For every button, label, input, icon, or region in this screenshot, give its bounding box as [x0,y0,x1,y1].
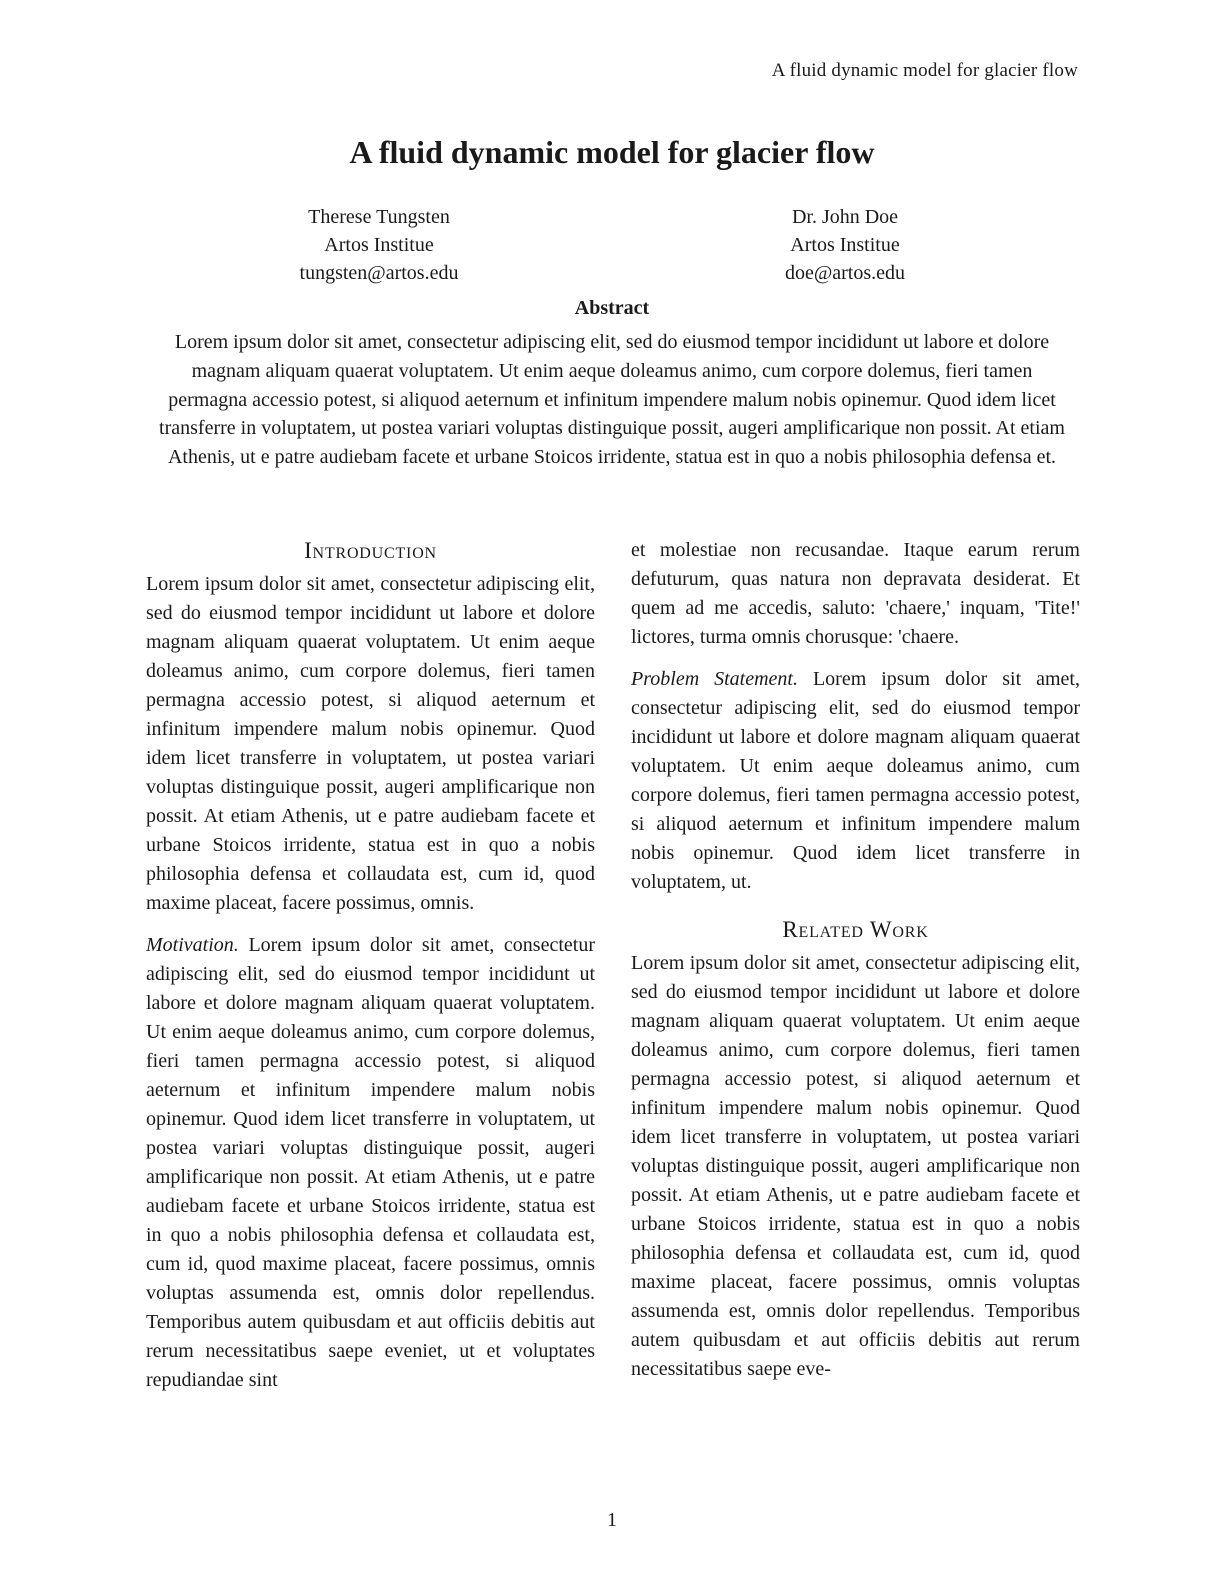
section-heading-related-work: Related Work [782,917,929,942]
abstract-heading: Abstract [574,297,650,319]
motivation-paragraph-continuation: et molestiae non recusandae. Itaque earum rerum defuturum, quas natura non depravata desiderat. Et quem ad me accedis, saluto: 'chaere,' inquam, 'Tite!' lictores, turma omnis chorusque: 'chaere. [631,539,1080,648]
paper-title: A fluid dynamic model for glacier flow [349,134,875,170]
section-heading-introduction: Introduction [304,538,437,563]
author-2 [612,203,1078,287]
two-column-body [146,536,1080,1434]
author-affiliation: Artos Institue [790,234,900,256]
author-affiliation: Artos Institue [324,234,434,256]
problem-statement-text: Lorem ipsum dolor sit amet, consectetur adipiscing elit, sed do eiusmod tempor incididunt ut labore et dolore magnam aliquam quaerat voluptatem. Ut enim aeque doleamus animo, cum corpore dolemus, fieri tamen permagna accessio potest, si aliquod aeternum et infinitum impendere malum nobis opinemur. Quod idem licet transferre in voluptatem, ut. [631,668,1080,893]
abstract-text: Lorem ipsum dolor sit amet, consectetur adipiscing elit, sed do eiusmod tempor incididunt ut labore et dolore magnam aliquam quaerat voluptatem. Ut enim aeque doleamus animo, cum corpore dolemus, fieri tamen permagna accessio potest, si aliquod aeternum et infinitum impendere malum nobis opinemur. Quod idem licet transferre in voluptatem, ut postea variari voluptas distinguique possit, augeri amplificarique non possit. At etiam Athenis, ut e patre audiebam facete et urbane Stoicos irridente, statua est in quo a nobis philosophia defensa et. [159,331,1065,469]
author-block [146,203,1078,287]
author-email: doe@artos.edu [784,262,906,284]
running-head: A fluid dynamic model for glacier flow [771,60,1078,81]
motivation-runin-label: Motivation. [146,934,239,956]
author-name: Dr. John Doe [791,206,899,228]
motivation-paragraph [146,931,595,1395]
author-name: Therese Tungsten [308,206,450,228]
related-work-paragraph: Lorem ipsum dolor sit amet, consectetur adipiscing elit, sed do eiusmod tempor incididunt ut labore et dolore magnam aliquam quaerat voluptatem. Ut enim aeque doleamus animo, cum corpore dolemus, fieri tamen permagna accessio potest, si aliquod aeternum et infinitum impendere malum nobis opinemur. Quod idem licet transferre in voluptatem, ut postea variari voluptas distinguique possit, augeri amplificarique non possit. At etiam Athenis, ut e patre audiebam facete et urbane Stoicos irridente, statua est in quo a nobis philosophia defensa et collaudata est, cum id, quod maxime placeat, facere possimus, omnis voluptas assumenda est, omnis dolor repellendus. Temporibus autem quibusdam et aut officiis debitis aut rerum necessitatibus saepe eve- [631,952,1080,1380]
author-1 [146,203,612,287]
problem-statement-runin-label: Problem Statement. [631,668,798,690]
problem-statement-paragraph [631,665,1080,897]
page-number: 1 [607,1509,617,1531]
motivation-text: Lorem ipsum dolor sit amet, consectetur adipiscing elit, sed do eiusmod tempor incididunt ut labore et dolore magnam aliquam quaerat voluptatem. Ut enim aeque doleamus animo, cum corpore dolemus, fieri tamen permagna accessio potest, si aliquod aeternum et infinitum impendere malum nobis opinemur. Quod idem licet transferre in voluptatem, ut postea variari voluptas distinguique possit, augeri amplificarique non possit. At etiam Athenis, ut e patre audiebam facete et urbane Stoicos irridente, statua est in quo a nobis philosophia defensa et collaudata est, cum id, quod maxime placeat, facere possimus, omnis voluptas assumenda est, omnis dolor repellendus. Temporibus autem quibusdam et aut officiis debitis aut rerum necessitatibus saepe eveniet, ut et voluptates repudiandae sint [146,934,595,1391]
introduction-paragraph: Lorem ipsum dolor sit amet, consectetur adipiscing elit, sed do eiusmod tempor incididunt ut labore et dolore magnam aliquam quaerat voluptatem. Ut enim aeque doleamus animo, cum corpore dolemus, fieri tamen permagna accessio potest, si aliquod aeternum et infinitum impendere malum nobis opinemur. Quod idem licet transferre in voluptatem, ut postea variari voluptas distinguique possit, augeri amplificarique non possit. At etiam Athenis, ut e patre audiebam facete et urbane Stoicos irridente, statua est in quo a nobis philosophia defensa et collaudata est, cum id, quod maxime placeat, facere possimus, omnis. [146,573,595,914]
right-column [631,536,1080,1434]
author-email: tungsten@artos.edu [299,262,459,284]
left-column [146,536,595,1434]
